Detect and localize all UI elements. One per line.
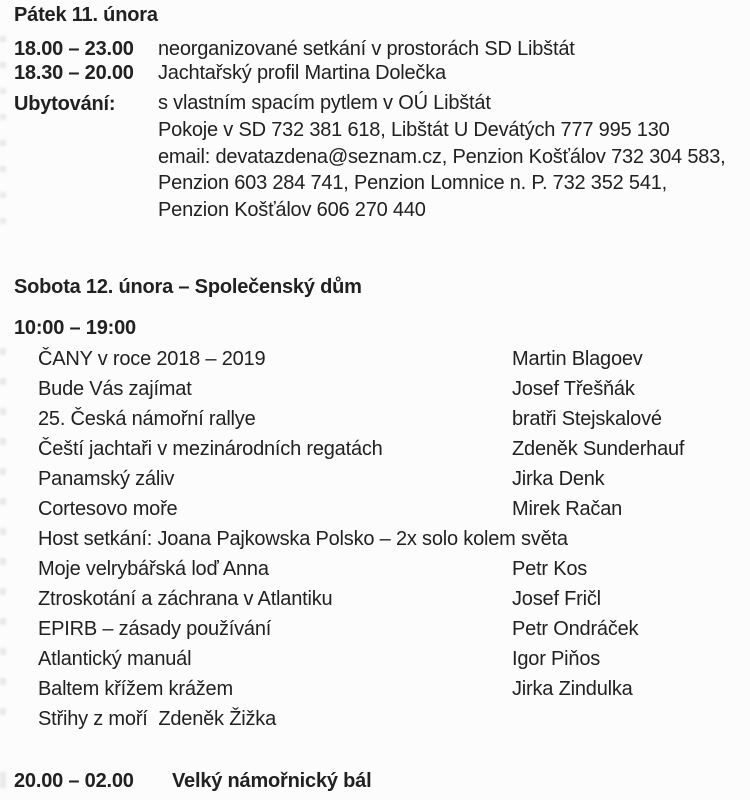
talk-title: Atlantický manuál <box>38 648 192 670</box>
scan-artifact <box>0 36 6 226</box>
program-row <box>0 524 750 554</box>
schedule-time: 20.00 – 02.00 <box>14 770 134 792</box>
talk-title: Bude Vás zajímat <box>38 378 192 400</box>
program-row <box>0 584 750 614</box>
talk-speaker: Jirka Denk <box>512 468 605 490</box>
talk-speaker: Josef Fričl <box>512 588 601 610</box>
talk-title: Ztroskotání a záchrana v Atlantiku <box>38 588 333 610</box>
accommodation-line: Penzion 603 284 741, Penzion Lomnice n. P. 732 352 541, <box>158 172 668 195</box>
schedule-event: Velký námořnický bál <box>172 770 372 792</box>
schedule-event: Jachtařský profil Martina Dolečka <box>158 62 446 84</box>
accommodation-line: s vlastním spacím pytlem v OÚ Libštát <box>158 92 491 114</box>
talk-speaker: Josef Třešňák <box>512 378 635 400</box>
accommodation-line: email: devatazdena@seznam.cz, Penzion Košťálov 732 304 583, <box>158 145 726 168</box>
program-row <box>0 554 750 584</box>
scan-artifact <box>0 772 6 788</box>
program-row <box>0 644 750 674</box>
schedule-time: 18.30 – 20.00 <box>14 62 134 84</box>
accommodation-line: Penzion Košťálov 606 270 440 <box>158 199 426 222</box>
schedule-row <box>14 37 575 61</box>
accommodation-label: Ubytování: <box>14 93 116 115</box>
program-row <box>0 464 750 494</box>
talk-speaker: Mirek Račan <box>512 498 623 520</box>
talk-title: Střihy z moří Zdeněk Žižka <box>38 708 276 730</box>
talk-title: EPIRB – zásady používání <box>38 618 272 640</box>
talk-speaker: Zdeněk Sunderhauf <box>512 438 685 460</box>
saturday-time-range: 10:00 – 19:00 <box>14 317 136 339</box>
talk-title: Panamský záliv <box>38 468 175 490</box>
talk-title: Čeští jachtaři v mezinárodních regatách <box>38 438 383 460</box>
accommodation-line: Pokoje v SD 732 381 618, Libštát U Devátých 777 995 130 <box>158 118 670 141</box>
talk-title: Host setkání: Joana Pajkowska Polsko – 2x solo kolem světa <box>38 528 568 550</box>
friday-section-heading: Pátek 11. února <box>14 4 158 26</box>
schedule-row <box>14 61 446 85</box>
talk-title: Moje velrybářská loď Anna <box>38 558 269 580</box>
talk-speaker: Martin Blagoev <box>512 348 643 370</box>
talk-speaker: Petr Kos <box>512 558 588 580</box>
talk-speaker: Igor Piňos <box>512 648 601 670</box>
program-row <box>0 614 750 644</box>
evening-schedule-row <box>14 768 371 794</box>
talk-speaker: Jirka Zindulka <box>512 678 633 700</box>
program-row <box>0 704 750 734</box>
talk-title: Cortesovo moře <box>38 498 178 520</box>
talk-title: Baltem křížem krážem <box>38 678 233 700</box>
program-row <box>0 674 750 704</box>
program-list <box>0 344 750 734</box>
schedule-time: 18.00 – 23.00 <box>14 38 134 60</box>
program-row <box>0 434 750 464</box>
talk-title: ČANY v roce 2018 – 2019 <box>38 348 266 370</box>
accommodation-details <box>158 90 744 224</box>
program-row <box>0 344 750 374</box>
talk-speaker: Petr Ondráček <box>512 618 639 640</box>
program-row <box>0 494 750 524</box>
talk-title: 25. Česká námořní rallye <box>38 408 256 430</box>
program-row <box>0 404 750 434</box>
schedule-event: neorganizované setkání v prostorách SD Libštát <box>158 38 575 60</box>
saturday-section-heading: Sobota 12. února – Společenský dům <box>14 276 362 298</box>
talk-speaker: bratři Stejskalové <box>512 408 662 430</box>
program-row <box>0 374 750 404</box>
